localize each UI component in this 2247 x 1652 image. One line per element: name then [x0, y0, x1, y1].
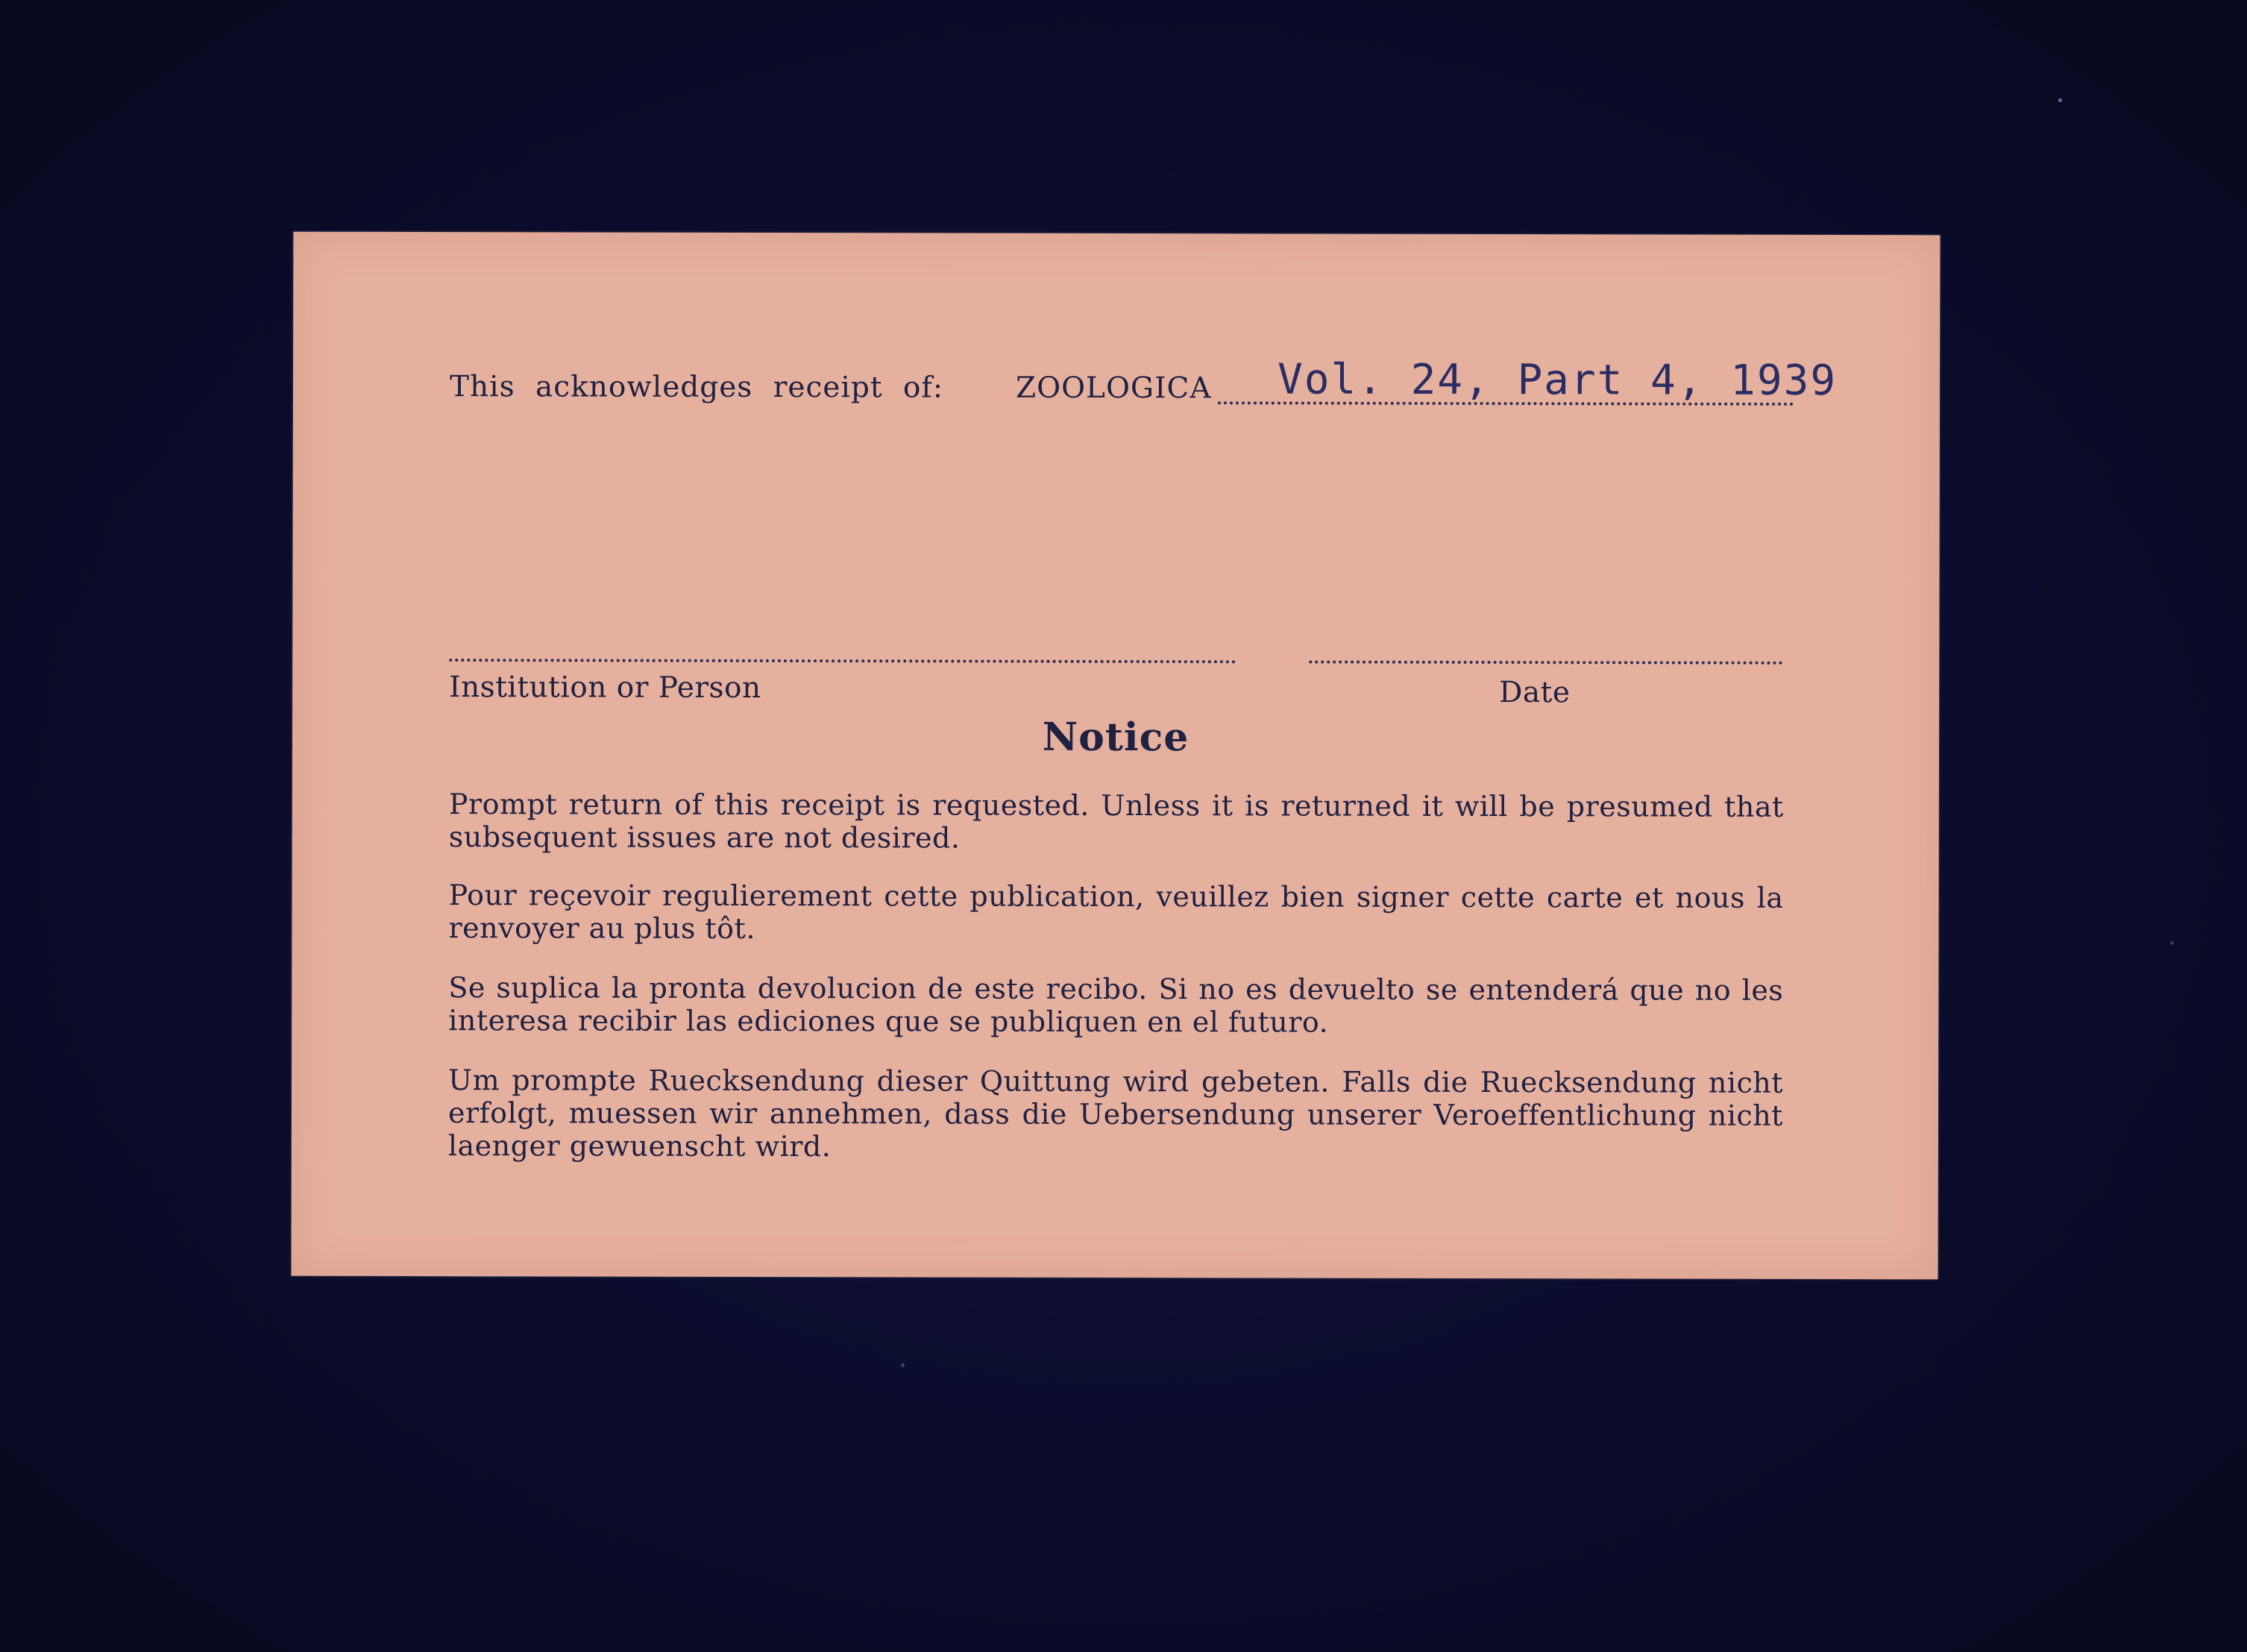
- ack-word: receipt: [773, 371, 883, 405]
- ack-word: This: [449, 370, 515, 404]
- notice-paragraph-french: Pour reçevoir regulierement cette publication, veuillez bien signer cette carte et nous la renvoyer au plus tôt.: [448, 879, 1784, 945]
- date-label: Date: [1499, 676, 1571, 710]
- institution-label: Institution or Person: [449, 670, 761, 706]
- dust-speck: [901, 1363, 905, 1367]
- notice-paragraph-english: Prompt return of this receipt is requested. Unless it is returned it will be presumed that subsequent issues are not desired.: [448, 788, 1784, 855]
- acknowledgement-label: [450, 370, 943, 404]
- notice-title: Notice: [1042, 714, 1190, 761]
- journal-name: ZOOLOGICA: [1015, 371, 1212, 406]
- typed-volume-entry: Vol. 24, Part 4, 1939: [1277, 355, 1838, 406]
- dust-speck: [2170, 941, 2174, 945]
- date-signature-line: [1309, 661, 1782, 665]
- ack-word: acknowledges: [535, 370, 753, 404]
- institution-signature-line: [449, 659, 1236, 663]
- acknowledgement-line: [449, 355, 1859, 425]
- receipt-card: [292, 232, 1940, 1280]
- ack-word: of:: [902, 371, 944, 405]
- notice-paragraph-german: Um prompte Ruecksendung dieser Quittung wird gebeten. Falls die Ruecksendung nicht erfolgt, muessen wir annehmen, dass die Uebersendung unserer Veroeffentlichung nicht laenger gewuenscht wird.: [447, 1064, 1784, 1163]
- dust-speck: [2058, 98, 2062, 102]
- notice-paragraph-spanish: Se suplica la pronta devolucion de este recibo. Si no es devuelto se entenderá que no les interesa recibir las ediciones que se publiquen en el futuro.: [448, 971, 1784, 1039]
